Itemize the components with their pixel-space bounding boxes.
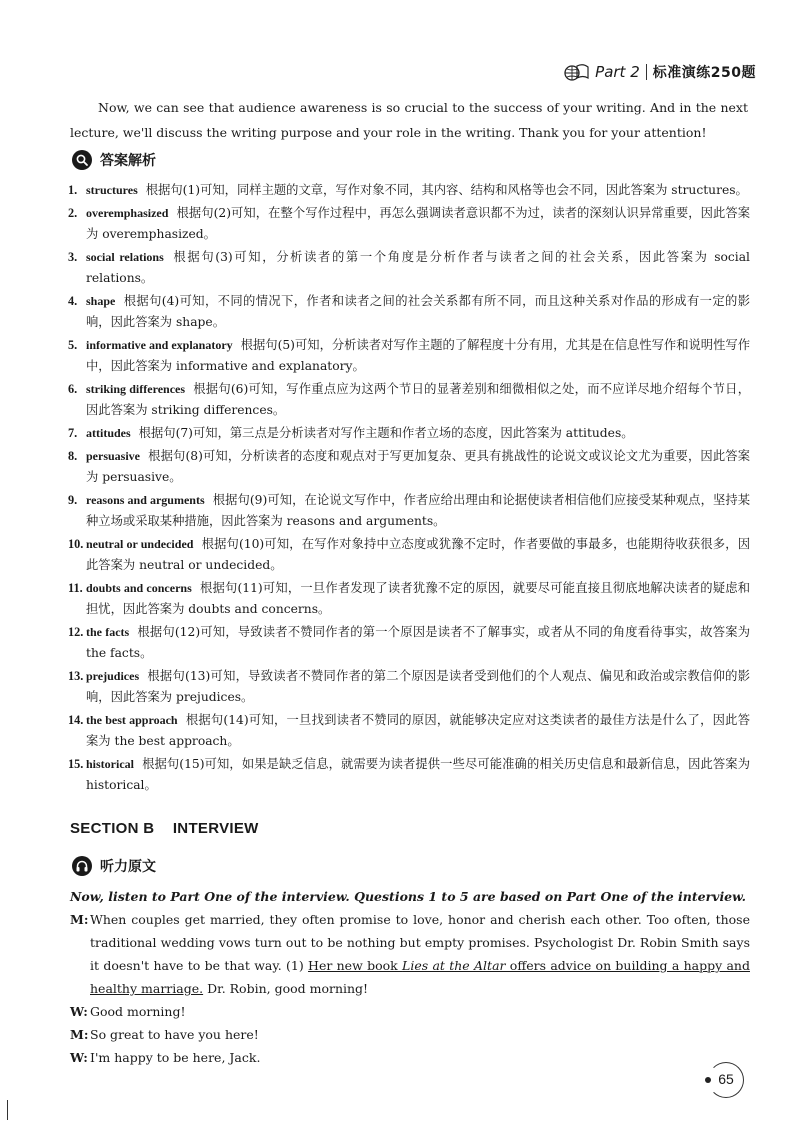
speaker-label: W: [70, 1050, 88, 1065]
answer-number: 13. [68, 669, 84, 683]
answer-keyword: shape [86, 294, 116, 308]
answer-explanation: 根据句(15)可知，如果是缺乏信息，就需要为读者提供一些尽可能准确的相关历史信息和最新信息，因此答案为 historical。 [86, 757, 750, 792]
book-globe-icon [563, 62, 589, 82]
answer-explanation: 根据句(6)可知，写作重点应为这两个节日的显著差别和细微相似之处，而不应详尽地介绍每个节日，因此答案为 striking differences。 [86, 382, 751, 417]
answer-item [68, 754, 750, 796]
transcript [70, 885, 750, 1069]
answer-keyword: neutral or undecided [86, 537, 194, 551]
answer-keyword: social relations [86, 250, 164, 264]
book-title: Lies at the Altar [402, 958, 506, 973]
header-part: Part 2 [595, 63, 640, 81]
answer-number: 4. [68, 294, 78, 308]
answer-item [68, 534, 750, 576]
speaker-label: M: [70, 1027, 89, 1042]
answer-keyword: prejudices [86, 669, 140, 683]
answer-explanation: 根据句(12)可知，导致读者不赞同作者的第一个原因是读者不了解事实，或者从不同的角度看待事实，故答案为 the facts。 [86, 625, 750, 660]
answer-item [68, 446, 750, 488]
answer-number: 1. [68, 183, 78, 197]
answer-item [68, 423, 750, 444]
answer-item [68, 247, 750, 289]
dialogue-text: When couples get married, they often promise to love, honor and cherish each other. Too often, those traditional wedding vows turn out to be nothing but empty promises. Psychologist Dr. Robin Smith says it doesn't have to be that way. (1) [90, 912, 750, 973]
answer-number: 15. [68, 757, 84, 771]
section-b-heading [70, 820, 259, 837]
answer-keyword: attitudes [86, 426, 131, 440]
dialogue-text: Good morning! [90, 1004, 186, 1019]
answer-explanation: 根据句(10)可知，在写作对象持中立态度或犹豫不定时，作者要做的事最多，也能期待收获很多，因此答案为 neutral or undecided。 [86, 537, 751, 572]
answer-item [68, 335, 750, 377]
answer-explanation: 根据句(4)可知，不同的情况下，作者和读者之间的社会关系都有所不同，而且这种关系对作品的形成有一定的影响，因此答案为 shape。 [86, 294, 750, 329]
answer-keyword: striking differences [86, 382, 186, 396]
speaker-label: M: [70, 912, 89, 927]
answer-item [68, 291, 750, 333]
headphones-icon [72, 856, 92, 876]
margin-mark [7, 1100, 8, 1120]
answer-explanation: 根据句(2)可知，在整个写作过程中，再怎么强调读者意识都不为过，读者的深刻认识异常重要，因此答案为 overemphasized。 [86, 206, 750, 241]
transcript-instruction: Now, listen to Part One of the interview. Questions 1 to 5 are based on Part One of the interview. [70, 889, 746, 904]
dialogue-line [70, 1046, 750, 1069]
header-divider [646, 64, 647, 80]
answer-item [68, 379, 750, 421]
answer-keyword: doubts and concerns [86, 581, 192, 595]
answer-number: 14. [68, 713, 84, 727]
answer-keyword: informative and explanatory [86, 338, 233, 352]
header-title: 标准演练250题 [652, 65, 756, 81]
answer-keyword: persuasive [86, 449, 140, 463]
answer-explanation: 根据句(3)可知，分析读者的第一个角度是分析作者与读者之间的社会关系，因此答案为 social relations。 [86, 250, 750, 285]
magnifier-icon [72, 150, 92, 170]
dialogue-text-after: Dr. Robin, good morning! [203, 981, 369, 996]
answer-keyword: structures [86, 183, 138, 197]
answer-number: 7. [68, 426, 78, 440]
answer-explanation: 根据句(7)可知，第三点是分析读者对写作主题和作者立场的态度，因此答案为 attitudes。 [138, 426, 634, 440]
answer-keyword: reasons and arguments [86, 493, 205, 507]
answer-item [68, 490, 750, 532]
answer-number: 5. [68, 338, 78, 352]
answer-explanation: 根据句(1)可知，同样主题的文章，写作对象不同，其内容、结构和风格等也会不同，因此答案为 structures。 [145, 183, 748, 197]
answer-item [68, 578, 750, 620]
speaker-label: W: [70, 1004, 88, 1019]
answer-number: 10. [68, 537, 84, 551]
intro-paragraph: Now, we can see that audience awareness is so crucial to the success of your writing. And in the next lecture, we'll discuss the writing purpose and your role in the writing. Thank you for your attention! [70, 100, 748, 140]
answer-number: 3. [68, 250, 78, 264]
section-b-title: INTERVIEW [172, 820, 259, 837]
answer-item [68, 666, 750, 708]
answer-number: 11. [68, 581, 83, 595]
answer-explanation: 根据句(9)可知，在论说文写作中，作者应给出理由和论据使读者相信他们应接受某种观点，坚持某种立场或采取某种措施，因此答案为 reasons and arguments。 [86, 493, 750, 528]
answer-explanation: 根据句(8)可知，分析读者的态度和观点对于写更加复杂、更具有挑战性的论说文或议论文尤为重要，因此答案为 persuasive。 [86, 449, 750, 484]
answer-item [68, 180, 750, 201]
dialogue-line [70, 1000, 750, 1023]
dialogue-line [70, 1023, 750, 1046]
answers-list [68, 180, 750, 798]
transcript-heading-label: 听力原文 [100, 859, 156, 875]
page-header [563, 62, 756, 82]
answer-number: 9. [68, 493, 78, 507]
answer-explanation: 根据句(13)可知，导致读者不赞同作者的第二个原因是读者受到他们的个人观点、偏见和政治或宗教信仰的影响，因此答案为 prejudices。 [86, 669, 750, 704]
answer-item [68, 710, 750, 752]
answer-keyword: historical [86, 757, 134, 771]
section-b-label: SECTION B [70, 820, 155, 837]
underlined-part-1: Her new book [308, 958, 403, 973]
answer-number: 2. [68, 206, 78, 220]
answer-number: 6. [68, 382, 78, 396]
answer-keyword: overemphasized [86, 206, 169, 220]
underlined-part-2: offers advice on building a happy and healthy marriage. [90, 958, 750, 996]
dialogue-text: I'm happy to be here, Jack. [90, 1050, 261, 1065]
answers-heading-label: 答案解析 [100, 153, 156, 169]
dialogue-text: So great to have you here! [90, 1027, 259, 1042]
answer-explanation: 根据句(5)可知，分析读者对写作主题的了解程度十分有用，尤其是在信息性写作和说明性写作中，因此答案为 informative and explanatory。 [86, 338, 750, 373]
answer-number: 12. [68, 625, 84, 639]
page-number [708, 1062, 744, 1098]
dialogue-line [70, 908, 750, 1000]
answer-keyword: the facts [86, 625, 130, 639]
answer-explanation: 根据句(11)可知，一旦作者发现了读者犹豫不定的原因，就要尽可能直接且彻底地解决读者的疑虑和担忧，因此答案为 doubts and concerns。 [86, 581, 751, 616]
answer-item [68, 203, 750, 245]
transcript-heading [72, 856, 156, 876]
answer-number: 8. [68, 449, 78, 463]
answers-heading [72, 150, 156, 170]
answer-keyword: the best approach [86, 713, 178, 727]
answer-explanation: 根据句(14)可知，一旦找到读者不赞同的原因，就能够决定应对这类读者的最佳方法是什么了，因此答案为 the best approach。 [86, 713, 750, 748]
page-number-text: 65 [718, 1071, 734, 1087]
answer-item [68, 622, 750, 664]
